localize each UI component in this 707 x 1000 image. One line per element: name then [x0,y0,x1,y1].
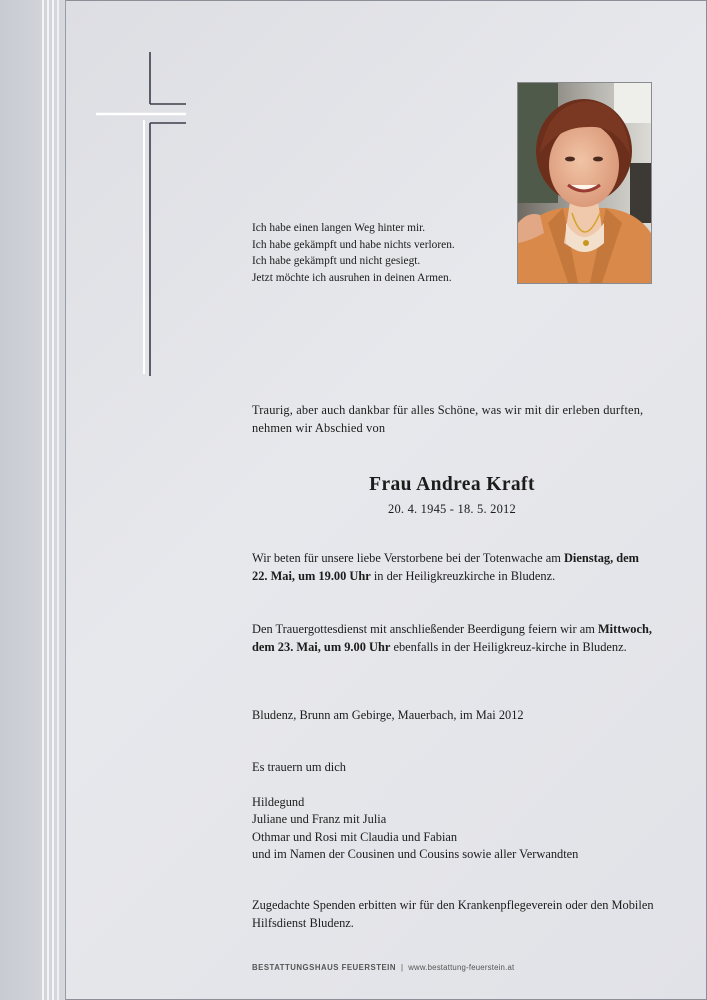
place-date: Bludenz, Brunn am Gebirge, Mauerbach, im Mai 2012 [252,708,524,722]
life-dates: 20. 4. 1945 - 18. 5. 2012 [388,502,516,516]
portrait-photo [517,82,652,284]
deceased-name: Frau Andrea Kraft [369,474,535,495]
poem [252,220,502,286]
left-stripe-3 [52,0,54,1000]
wake-prefix: Wir beten für unsere liebe Verstorbene bei der Totenwache am [252,551,561,565]
footer-firm: BESTATTUNGSHAUS FEUERSTEIN [252,963,396,972]
poem-line: Ich habe gekämpft und nicht gesiegt. [252,255,421,267]
mourner-line: Othmar und Rosi mit Claudia und Fabian [252,829,458,844]
poem-line: Jetzt möchte ich ausruhen in deinen Armen. [252,271,452,284]
mourner-line: Hildegund [252,795,305,809]
wake-datetime: Dienstag, dem 22. Mai, um 19.00 Uhr [252,551,639,583]
left-stripe-4 [57,0,59,1000]
left-stripe-1 [42,0,44,1000]
mourners-heading: Es trauern um dich [252,760,346,774]
donation-note: Zugedachte Spenden erbitten wir für den Krankenpflegeverein oder den Mobilen Hilfsdienst Bludenz. [252,898,654,930]
mourners-list [252,794,578,863]
intro-text: Traurig, aber auch dankbar für alles Schöne, was wir mit dir erleben durften, nehmen wir Abschied von [252,403,644,435]
footer [252,963,514,972]
footer-website-link[interactable]: www.bestattung-feuerstein.at [408,963,515,972]
service-paragraph [252,621,652,656]
cross-icon [94,52,188,376]
footer-separator: | [400,963,404,972]
mourner-line: Juliane und Franz mit Julia [252,812,387,827]
poem-line: Ich habe gekämpft und habe nichts verloren. [252,238,455,251]
poem-line: Ich habe einen langen Weg hinter mir. [252,222,426,234]
left-band-edge [65,0,66,1000]
mourner-line: und im Namen der Cousinen und Cousins sowie aller Verwandten [252,846,579,861]
left-stripe-2 [47,0,49,1000]
service-datetime: Mittwoch, dem 23. Mai, um 9.00 Uhr [252,622,652,654]
deceased-block [252,474,652,517]
service-prefix: Den Trauergottesdienst mit anschließender Beerdigung feiern wir am [252,622,595,636]
wake-suffix: in der Heiligkreuzkirche in Bludenz. [370,568,556,583]
service-suffix: ebenfalls in der Heiligkreuz-kirche in Bludenz. [390,639,627,654]
wake-paragraph [252,550,652,585]
